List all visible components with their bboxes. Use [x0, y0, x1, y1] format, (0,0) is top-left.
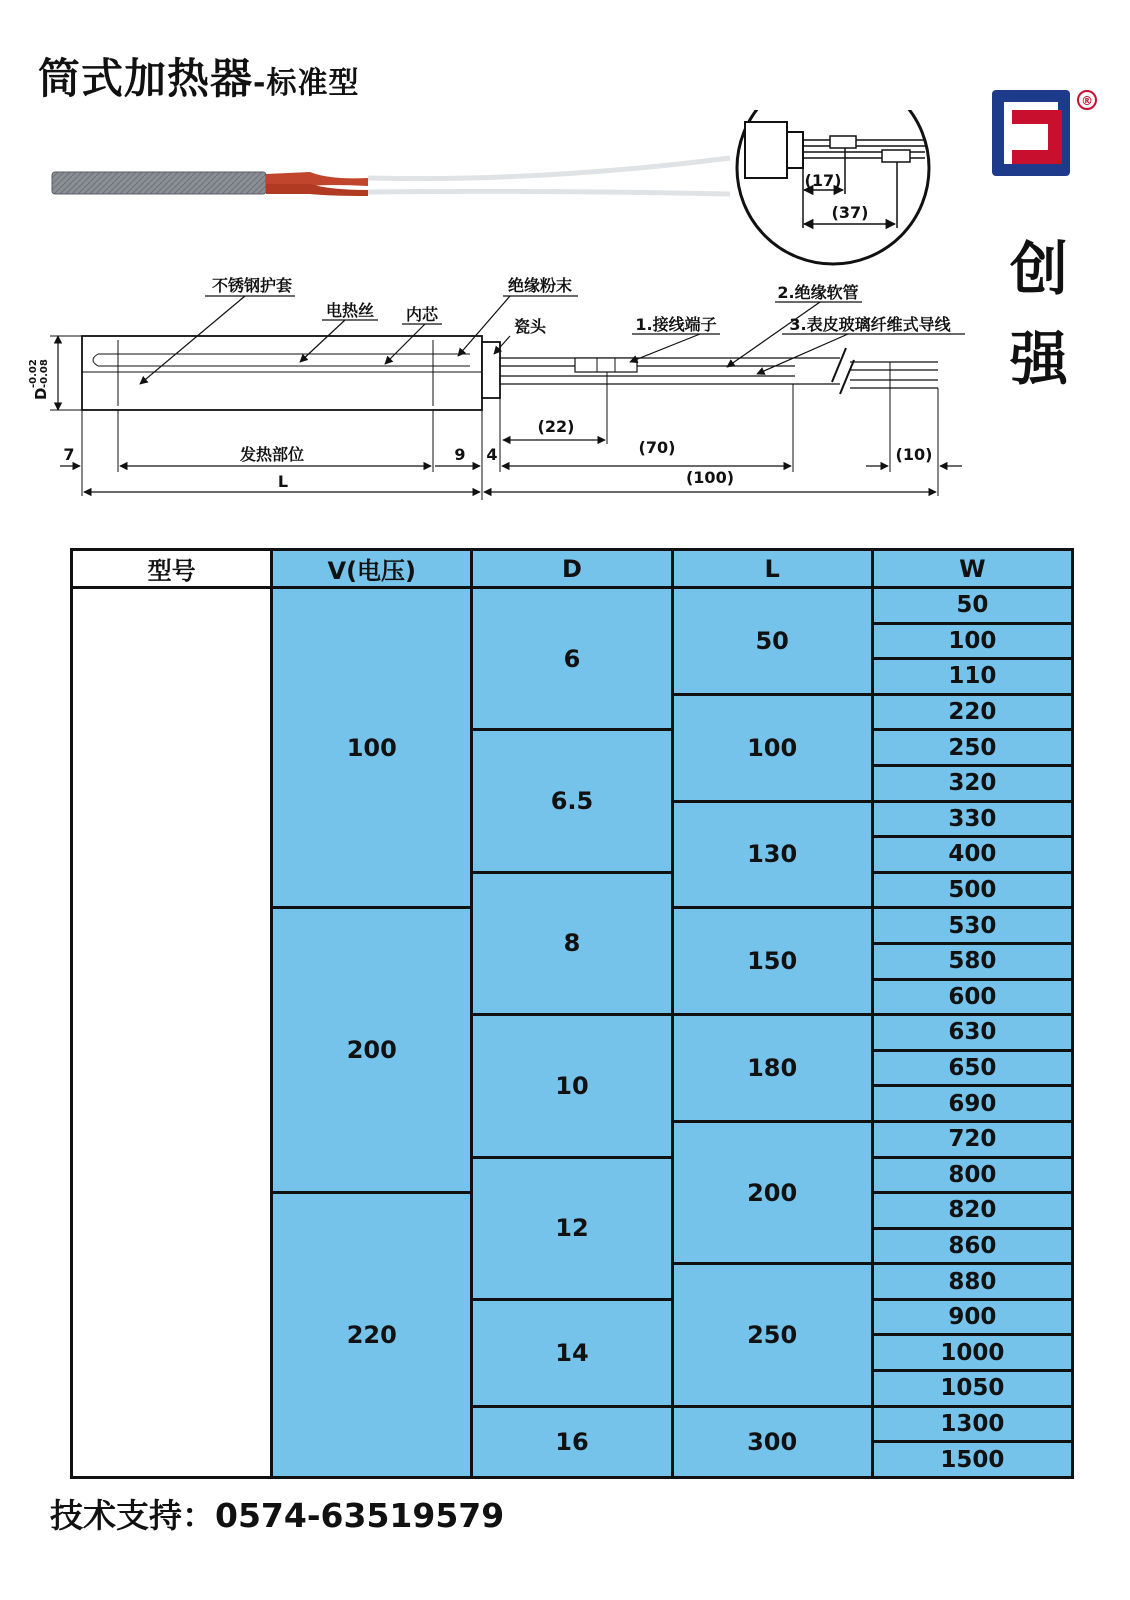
- spec-table: [70, 548, 1074, 1479]
- l-cell: 180: [672, 1015, 872, 1122]
- d-cell: 14: [472, 1299, 672, 1406]
- table-row: [72, 588, 1073, 624]
- w-cell: 580: [872, 943, 1072, 979]
- product-diagram: [0, 110, 1000, 500]
- d-label: D: [32, 387, 50, 400]
- voltage-cell: 100: [272, 588, 472, 908]
- l-cell: 50: [672, 588, 872, 695]
- w-cell: 500: [872, 872, 1072, 908]
- l-cell: 130: [672, 801, 872, 908]
- w-cell: 1300: [872, 1406, 1072, 1442]
- label-insulation-powder: 绝缘粉末: [507, 276, 573, 295]
- l-cell: 100: [672, 694, 872, 801]
- dim-9: 9: [454, 445, 466, 464]
- dim-22: (22): [537, 417, 575, 436]
- l-cell: 150: [672, 908, 872, 1015]
- detail-circle: [737, 110, 929, 264]
- label-sleeve: 2.绝缘软管: [777, 283, 859, 302]
- w-cell: 1050: [872, 1371, 1072, 1407]
- w-cell: 860: [872, 1228, 1072, 1264]
- w-cell: 800: [872, 1157, 1072, 1193]
- l-cell: 200: [672, 1121, 872, 1263]
- w-cell: 1000: [872, 1335, 1072, 1371]
- w-cell: 820: [872, 1193, 1072, 1229]
- w-cell: 650: [872, 1050, 1072, 1086]
- label-terminal: 1.接线端子: [635, 315, 717, 334]
- dim-10: (10): [895, 445, 933, 464]
- title-sub: -标准型: [253, 66, 360, 101]
- header-voltage: V(电压): [272, 550, 472, 588]
- label-lead-wire: 3.表皮玻璃纤维式导线: [789, 315, 951, 334]
- w-cell: 50: [872, 588, 1072, 624]
- header-d: D: [472, 550, 672, 588]
- w-cell: 110: [872, 659, 1072, 695]
- d-cell: 6.5: [472, 730, 672, 872]
- dim-L: L: [277, 472, 289, 491]
- w-cell: 720: [872, 1121, 1072, 1157]
- d-cell: 16: [472, 1406, 672, 1477]
- d-lower-tolerance: -0.08: [39, 359, 50, 388]
- dim-4: 4: [486, 445, 498, 464]
- brand-char-1: 创: [1010, 235, 1069, 303]
- w-cell: 690: [872, 1086, 1072, 1122]
- dim-heating-zone: 发热部位: [239, 445, 305, 464]
- page-title: [38, 46, 359, 106]
- technical-drawing: [28, 276, 965, 500]
- registered-mark: ®: [1081, 94, 1093, 108]
- support-contact: 技术支持：0574-63519579: [50, 1496, 505, 1535]
- d-cell: 12: [472, 1157, 672, 1299]
- w-cell: 100: [872, 623, 1072, 659]
- d-cell: 8: [472, 872, 672, 1014]
- w-cell: 600: [872, 979, 1072, 1015]
- header-l: L: [672, 550, 872, 588]
- table-header-row: [72, 550, 1073, 588]
- w-cell: 630: [872, 1015, 1072, 1051]
- w-cell: 400: [872, 837, 1072, 873]
- label-ceramic-head: 瓷头: [513, 317, 547, 336]
- dim-37: (37): [831, 203, 869, 222]
- w-cell: 1500: [872, 1442, 1072, 1478]
- l-cell: 250: [672, 1264, 872, 1406]
- w-cell: 330: [872, 801, 1072, 837]
- voltage-cell: 220: [272, 1193, 472, 1478]
- label-core: 内芯: [405, 305, 439, 324]
- w-cell: 880: [872, 1264, 1072, 1300]
- w-cell: 900: [872, 1299, 1072, 1335]
- title-main: 筒式加热器: [38, 54, 254, 103]
- dim-70: (70): [638, 438, 676, 457]
- brand-logo: [990, 88, 1100, 183]
- dim-100: (100): [685, 468, 735, 487]
- w-cell: 250: [872, 730, 1072, 766]
- d-cell: 6: [472, 588, 672, 730]
- dim-7: 7: [63, 445, 75, 464]
- brand-char-2: 强: [1010, 325, 1069, 393]
- header-w: W: [872, 550, 1072, 588]
- d-cell: 10: [472, 1015, 672, 1157]
- heater-photo: [52, 158, 730, 196]
- voltage-cell: 200: [272, 908, 472, 1193]
- d-upper-tolerance: -0.02: [28, 359, 39, 388]
- dim-17: (17): [804, 171, 842, 190]
- w-cell: 220: [872, 694, 1072, 730]
- w-cell: 530: [872, 908, 1072, 944]
- model-cell: [72, 588, 272, 1478]
- label-heating-wire: 电热丝: [325, 301, 375, 320]
- l-cell: 300: [672, 1406, 872, 1477]
- label-sheath: 不锈钢护套: [211, 276, 293, 295]
- header-model: 型号: [72, 550, 272, 588]
- w-cell: 320: [872, 765, 1072, 801]
